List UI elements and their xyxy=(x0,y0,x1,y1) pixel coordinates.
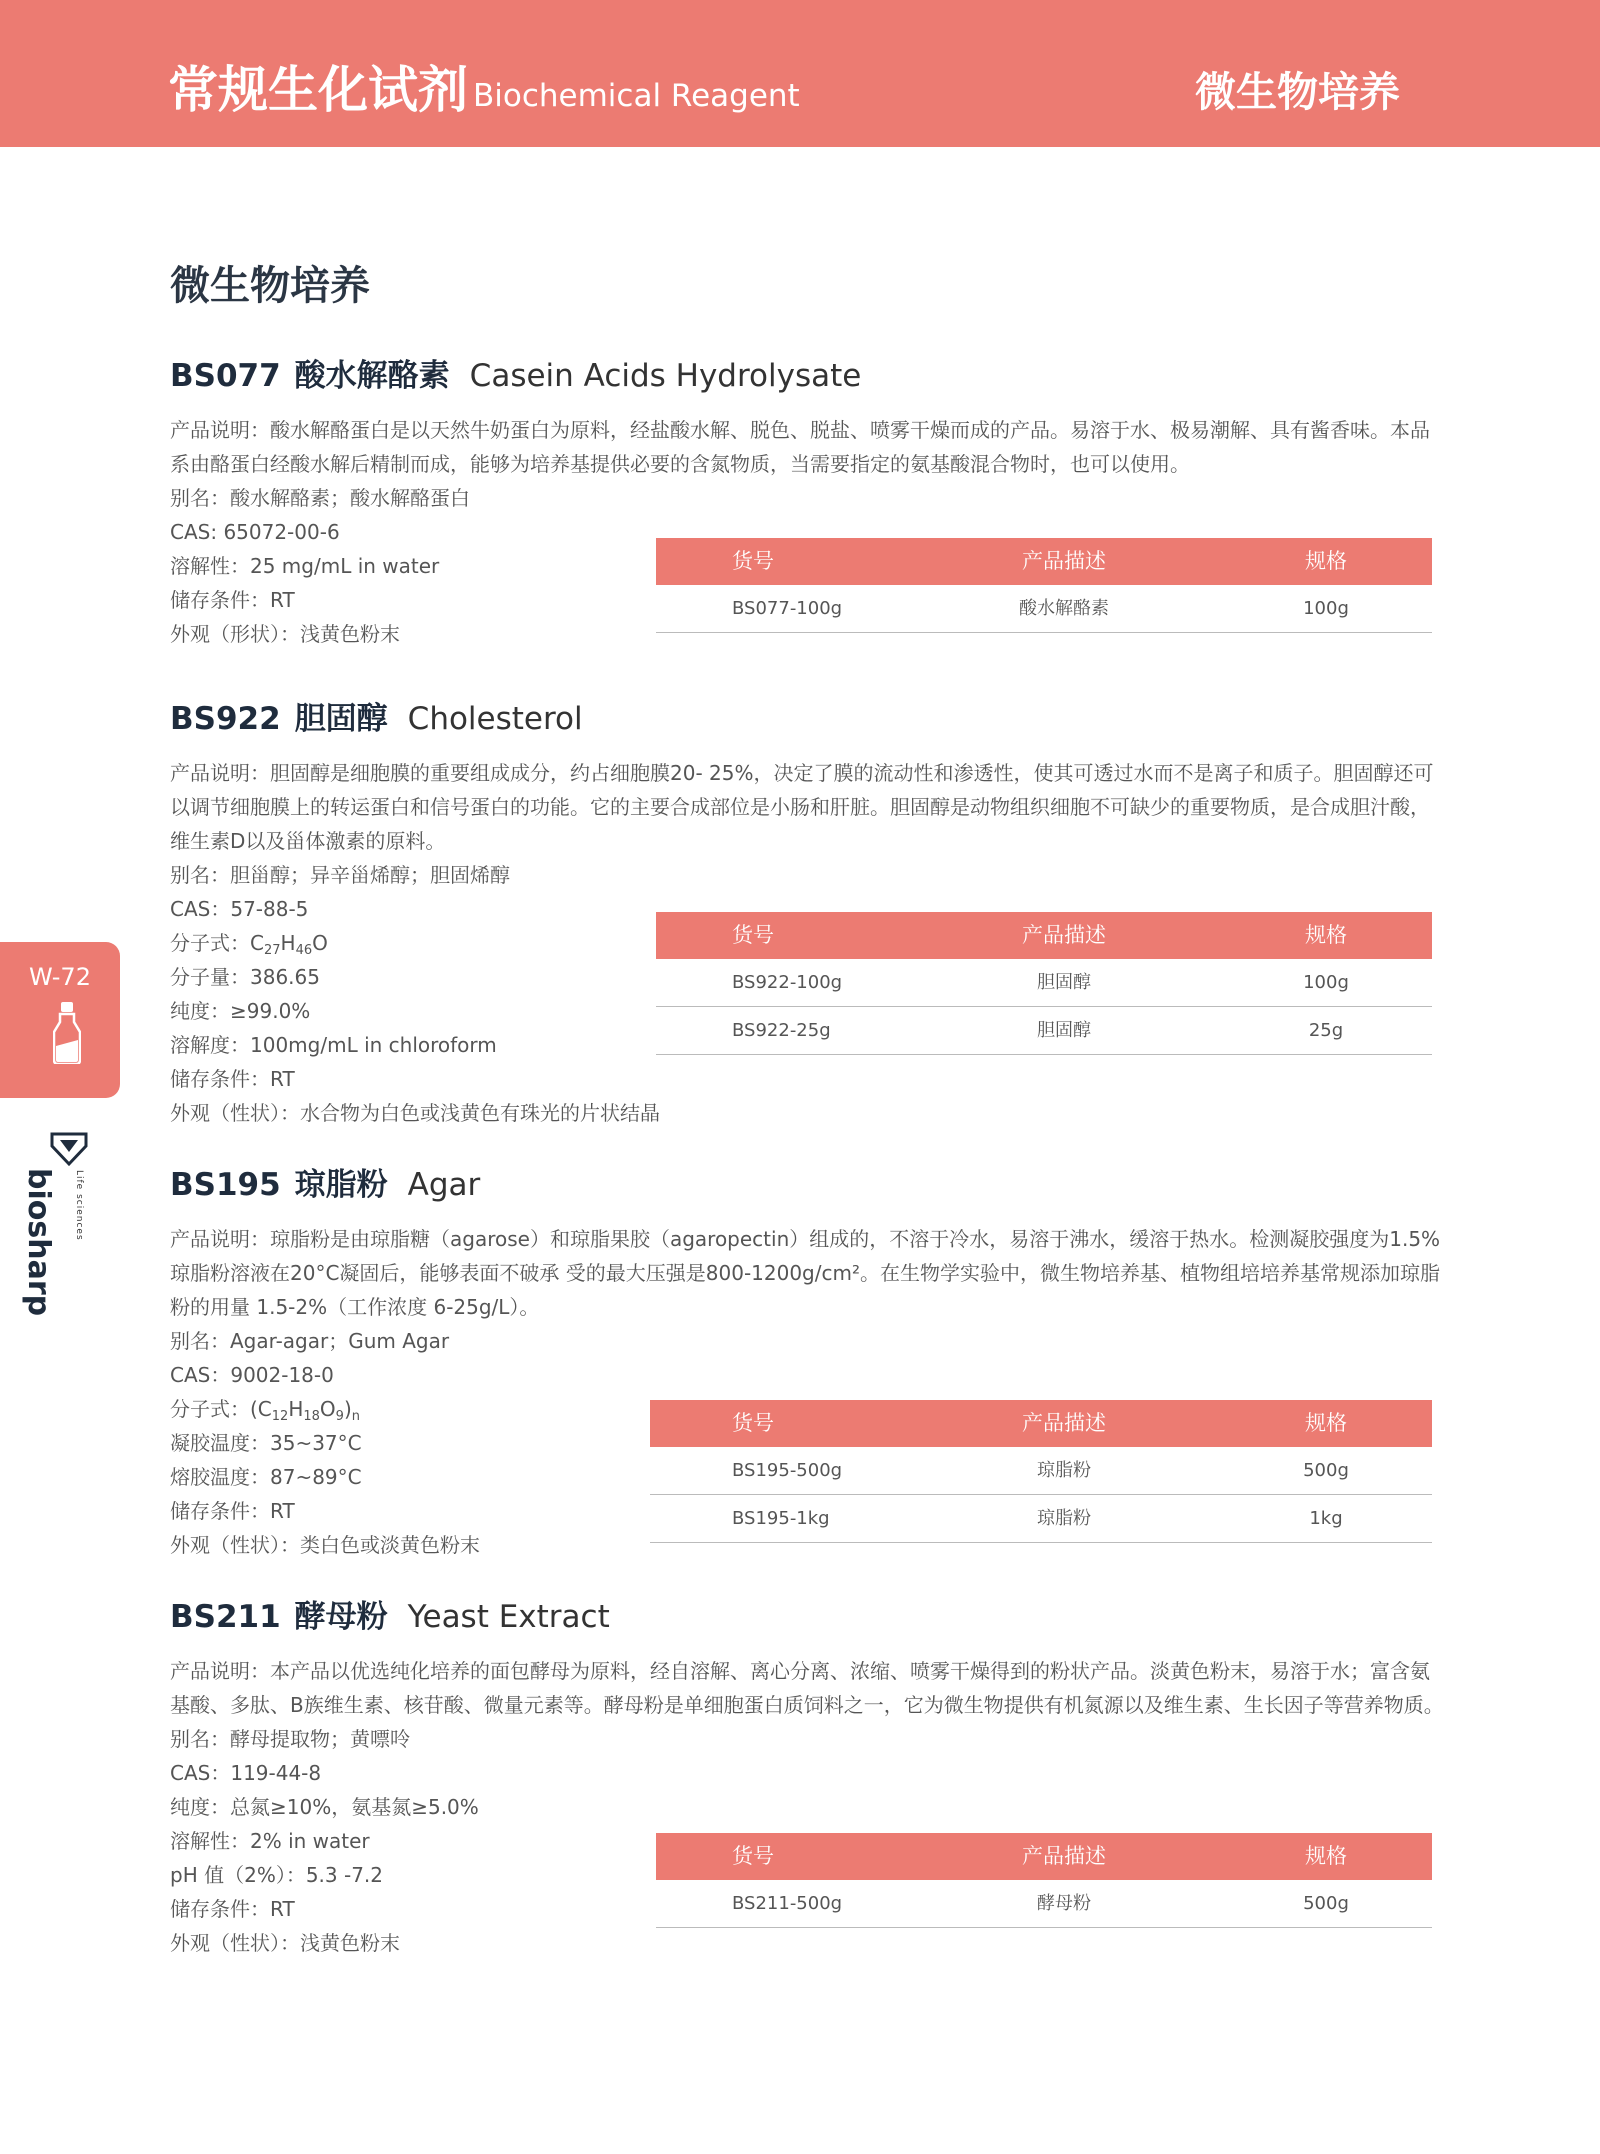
prop-gel-temp: 凝胶温度：35~37°C xyxy=(170,1431,362,1455)
product-code: BS077 xyxy=(170,358,281,394)
header-spec: 规格 xyxy=(1305,549,1347,573)
section-heading: 微生物培养 xyxy=(170,263,370,309)
prop-mw: 分子量：386.65 xyxy=(170,965,320,989)
product-name-cn: 酸水解酪素 xyxy=(294,358,450,394)
bottle-icon xyxy=(53,1002,81,1064)
prop-purity: 纯度：≥99.0% xyxy=(170,999,311,1023)
table-row xyxy=(656,1880,1432,1928)
formula-n-sub: n xyxy=(351,1409,361,1424)
side-page-tab xyxy=(0,942,120,1098)
prop-appearance: 外观（性状）：浅黄色粉末 xyxy=(170,1931,400,1955)
formula-o: O xyxy=(319,1397,336,1421)
row-code: BS077-100g xyxy=(732,598,843,619)
prop-solubility: 溶解度：100mg/mL in chloroform xyxy=(170,1033,497,1057)
formula-c-sub: 12 xyxy=(271,1409,289,1424)
prop-appearance: 外观（性状）：水合物为白色或浅黄色有珠光的片状结晶 xyxy=(170,1101,660,1125)
header-spec: 规格 xyxy=(1305,1844,1347,1868)
header-desc: 产品描述 xyxy=(1022,1844,1106,1868)
product-description: 产品说明：胆固醇是细胞膜的重要组成成分，约占细胞膜20- 25%，决定了膜的流动性和渗透性，使其可透过水而不是离子和质子。胆固醇还可以调节细胞膜上的转运蛋白和信号蛋白的功能。它的主要合成部位是小肠和肝脏。胆固醇是动物组织细胞不可缺少的重要物质，是合成胆汁酸，维生素D以及甾体激素的原料。 xyxy=(170,761,1434,853)
formula-c-sub: 27 xyxy=(263,943,281,958)
logo-icon xyxy=(46,1130,92,1170)
header-band xyxy=(0,0,1600,147)
product-name-cn: 琼脂粉 xyxy=(294,1167,388,1203)
row-spec: 1kg xyxy=(1309,1508,1343,1529)
formula-o: O xyxy=(312,931,328,955)
row-desc: 胆固醇 xyxy=(1037,1020,1091,1041)
prop-formula-label: 分子式： xyxy=(170,1397,250,1421)
row-desc: 胆固醇 xyxy=(1037,972,1091,993)
row-spec: 100g xyxy=(1303,972,1349,993)
row-code: BS195-500g xyxy=(732,1460,843,1481)
product-title xyxy=(170,351,1450,401)
table-row xyxy=(650,1447,1432,1495)
row-spec: 100g xyxy=(1303,598,1349,619)
header-category: 微生物培养 xyxy=(1195,68,1400,116)
formula-h: H xyxy=(288,1397,304,1421)
prop-cas: CAS: 65072-00-6 xyxy=(170,520,340,544)
row-spec: 25g xyxy=(1308,1020,1344,1041)
product-description: 产品说明：酸水解酪蛋白是以天然牛奶蛋白为原料，经盐酸水解、脱色、脱盐、喷雾干燥而成的产品。易溶于水、极易潮解、具有酱香味。本品系由酪蛋白经酸水解后精制而成，能够为培养基提供必要的含氮物质，当需要指定的氨基酸混合物时，也可以使用。 xyxy=(170,418,1430,476)
row-desc: 酵母粉 xyxy=(1037,1893,1091,1914)
header-desc: 产品描述 xyxy=(1022,549,1106,573)
brand-tagline: Life sciences xyxy=(74,1170,84,1241)
product-title xyxy=(170,694,1450,744)
brand-name: biosharp xyxy=(21,1168,56,1317)
table-header xyxy=(650,1400,1432,1447)
header-code: 货号 xyxy=(732,923,774,947)
product-title xyxy=(170,1160,1450,1210)
prop-alias: 别名：酵母提取物；黄嘌呤 xyxy=(170,1727,410,1751)
row-desc: 琼脂粉 xyxy=(1037,1508,1091,1529)
table-row xyxy=(650,1495,1432,1543)
product-name-en: Cholesterol xyxy=(407,701,583,737)
prop-appearance: 外观（性状）：类白色或淡黄色粉末 xyxy=(170,1533,480,1557)
product-table-bs922 xyxy=(656,912,1432,1055)
header-desc: 产品描述 xyxy=(1022,1411,1106,1435)
formula-h: H xyxy=(280,931,296,955)
prop-alias: 别名：Agar-agar；Gum Agar xyxy=(170,1329,450,1353)
table-row xyxy=(656,1007,1432,1055)
prop-purity: 纯度：总氮≥10%，氨基氮≥5.0% xyxy=(170,1795,479,1819)
formula-close: ) xyxy=(343,1397,352,1421)
row-code: BS195-1kg xyxy=(732,1508,830,1529)
product-name-en: Casein Acids Hydrolysate xyxy=(469,358,862,394)
table-header xyxy=(656,912,1432,959)
formula-o-sub: 9 xyxy=(335,1409,344,1424)
prop-storage: 储存条件：RT xyxy=(170,1067,295,1091)
formula-h-sub: 18 xyxy=(303,1409,320,1424)
header-code: 货号 xyxy=(732,1844,774,1868)
prop-formula-label: 分子式： xyxy=(170,931,250,955)
row-spec: 500g xyxy=(1303,1893,1349,1914)
product-name-en: Yeast Extract xyxy=(407,1599,610,1635)
product-description: 产品说明：本产品以优选纯化培养的面包酵母为原料，经自溶解、离心分离、浓缩、喷雾干燥得到的粉状产品。淡黄色粉末，易溶于水；富含氨基酸、多肽、B族维生素、核苷酸、微量元素等。酵母粉是单细胞蛋白质饲料之一，它为微生物提供有机氮源以及维生素、生长因子等营养物质。 xyxy=(170,1659,1444,1717)
header-spec: 规格 xyxy=(1305,1411,1347,1435)
product-code: BS211 xyxy=(170,1599,281,1635)
table-row xyxy=(656,959,1432,1007)
prop-cas: CAS：57-88-5 xyxy=(170,897,309,921)
product-table-bs211 xyxy=(656,1833,1432,1928)
prop-storage: 储存条件：RT xyxy=(170,588,295,612)
product-name-en: Agar xyxy=(407,1167,481,1203)
row-code: BS211-500g xyxy=(732,1893,843,1914)
product-title xyxy=(170,1592,1450,1642)
row-code: BS922-25g xyxy=(732,1020,831,1041)
prop-appearance: 外观（形状）：浅黄色粉末 xyxy=(170,622,400,646)
prop-storage: 储存条件：RT xyxy=(170,1897,295,1921)
table-header xyxy=(656,1833,1432,1880)
formula-h-sub: 46 xyxy=(295,943,313,958)
row-desc: 琼脂粉 xyxy=(1037,1460,1091,1481)
table-header xyxy=(656,538,1432,585)
prop-solubility: 溶解性：25 mg/mL in water xyxy=(170,554,440,578)
prop-solubility: 溶解性：2% in water xyxy=(170,1829,370,1853)
product-description: 产品说明：琼脂粉是由琼脂糖（agarose）和琼脂果胶（agaropectin）组成的，不溶于冷水，易溶于沸水，缓溶于热水。检测凝胶强度为1.5%琼脂粉溶液在20°C凝固后，能够表面不破承 受的最大压强是800-1200g/cm²。在生物学实验中，微生物培养基、植物组培培养基常规添加琼脂粉的用量 1.5-2%（工作浓度 6-25g/L）。 xyxy=(170,1227,1441,1319)
formula-open: (C xyxy=(250,1397,272,1421)
product-code: BS922 xyxy=(170,701,281,737)
prop-melt-temp: 熔胶温度：87~89°C xyxy=(170,1465,362,1489)
table-row xyxy=(656,585,1432,633)
prop-cas: CAS：119-44-8 xyxy=(170,1761,322,1785)
formula-c: C xyxy=(250,931,264,955)
prop-ph: pH 值（2%）：5.3 -7.2 xyxy=(170,1863,384,1887)
product-table-bs195 xyxy=(650,1400,1432,1543)
product-name-cn: 胆固醇 xyxy=(294,701,388,737)
header-subtitle: Biochemical Reagent xyxy=(473,78,800,114)
row-spec: 500g xyxy=(1303,1460,1349,1481)
product-name-cn: 酵母粉 xyxy=(294,1599,388,1635)
row-code: BS922-100g xyxy=(732,972,843,993)
page-number: W-72 xyxy=(29,963,91,991)
header-desc: 产品描述 xyxy=(1022,923,1106,947)
prop-alias: 别名：胆甾醇；异辛甾烯醇；胆固烯醇 xyxy=(170,863,510,887)
header-code: 货号 xyxy=(732,549,774,573)
header-title: 常规生化试剂 xyxy=(168,61,468,119)
product-code: BS195 xyxy=(170,1167,281,1203)
prop-alias: 别名：酸水解酪素；酸水解酪蛋白 xyxy=(170,486,470,510)
row-desc: 酸水解酪素 xyxy=(1019,598,1109,619)
header-code: 货号 xyxy=(732,1411,774,1435)
prop-storage: 储存条件：RT xyxy=(170,1499,295,1523)
prop-cas: CAS：9002-18-0 xyxy=(170,1363,334,1387)
product-table-bs077 xyxy=(656,538,1432,633)
header-spec: 规格 xyxy=(1305,923,1347,947)
